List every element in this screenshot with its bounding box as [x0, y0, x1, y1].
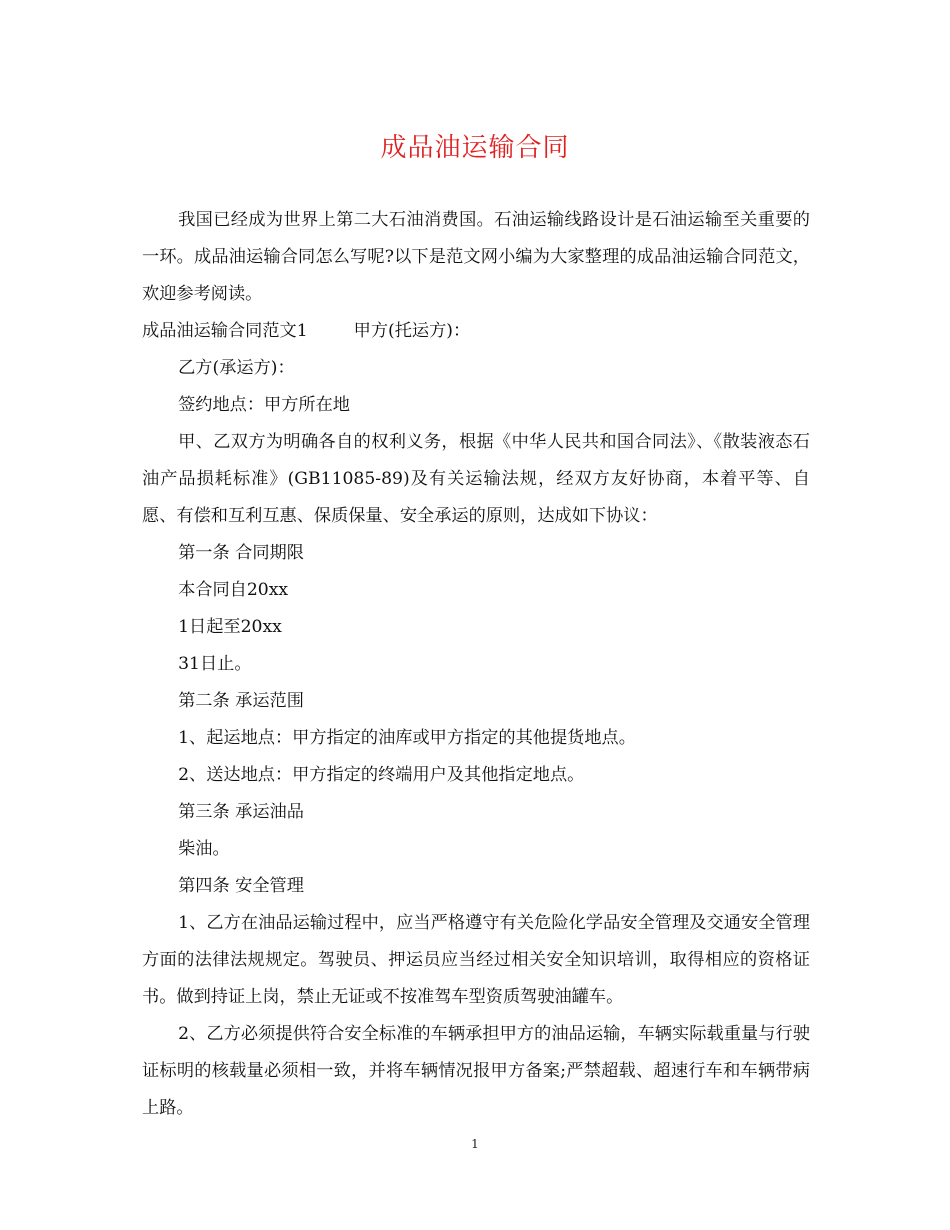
- article-3-heading: 第三条 承运油品: [178, 802, 304, 822]
- article-4-heading: 第四条 安全管理: [178, 876, 304, 896]
- intro-paragraph: 我国已经成为世界上第二大石油消费国。石油运输线路设计是石油运输至关重要的一环。成品油运输合同怎么写呢?以下是范文网小编为大家整理的成品油运输合同范文，欢迎参考阅读。: [142, 210, 810, 304]
- page-number: 1: [471, 1137, 479, 1151]
- agreement-preamble: 甲、乙双方为明确各自的权利义务，根据《中华人民共和国合同法》、《散装液态石油产品损耗标准》(GB11085-89)及有关运输法规，经双方友好协商，本着平等、自愿、有偿和互利互惠、保质保量、安全承运的原则，达成如下协议：: [142, 432, 810, 526]
- document-title: 成品油运输合同: [380, 133, 570, 163]
- article-2-heading: 第二条 承运范围: [178, 691, 304, 711]
- contract-term-from: 1日起至20xx: [178, 617, 282, 637]
- oil-product: 柴油。: [178, 839, 230, 859]
- article-1-heading: 第一条 合同期限: [178, 543, 304, 563]
- sample-heading-line: [142, 313, 810, 350]
- origin-location: 1、起运地点：甲方指定的油库或甲方指定的其他提货地点。: [178, 728, 636, 748]
- safety-clause-1: 1、乙方在油品运输过程中，应当严格遵守有关危险化学品安全管理及交通安全管理方面的法律法规规定。驾驶员、押运员应当经过相关安全知识培训，取得相应的资格证书。做到持证上岗，禁止无证或不按准驾车型资质驾驶油罐车。: [142, 913, 810, 1007]
- sample-heading: 成品油运输合同范文1: [142, 321, 308, 341]
- party-b-label: 乙方(承运方)：: [178, 358, 295, 378]
- contract-term-start: 本合同自20xx: [178, 580, 289, 600]
- document-body: [142, 202, 810, 1127]
- contract-term-end: 31日止。: [178, 654, 252, 674]
- signing-location: 签约地点：甲方所在地: [178, 395, 350, 415]
- safety-clause-2: 2、乙方必须提供符合安全标准的车辆承担甲方的油品运输，车辆实际载重量与行驶证标明的核载量必须相一致，并将车辆情况报甲方备案;严禁超载、超速行车和车辆带病上路。: [142, 1024, 810, 1118]
- party-a-label: 甲方(托运方)：: [353, 321, 471, 341]
- destination-location: 2、送达地点：甲方指定的终端用户及其他指定地点。: [178, 765, 585, 785]
